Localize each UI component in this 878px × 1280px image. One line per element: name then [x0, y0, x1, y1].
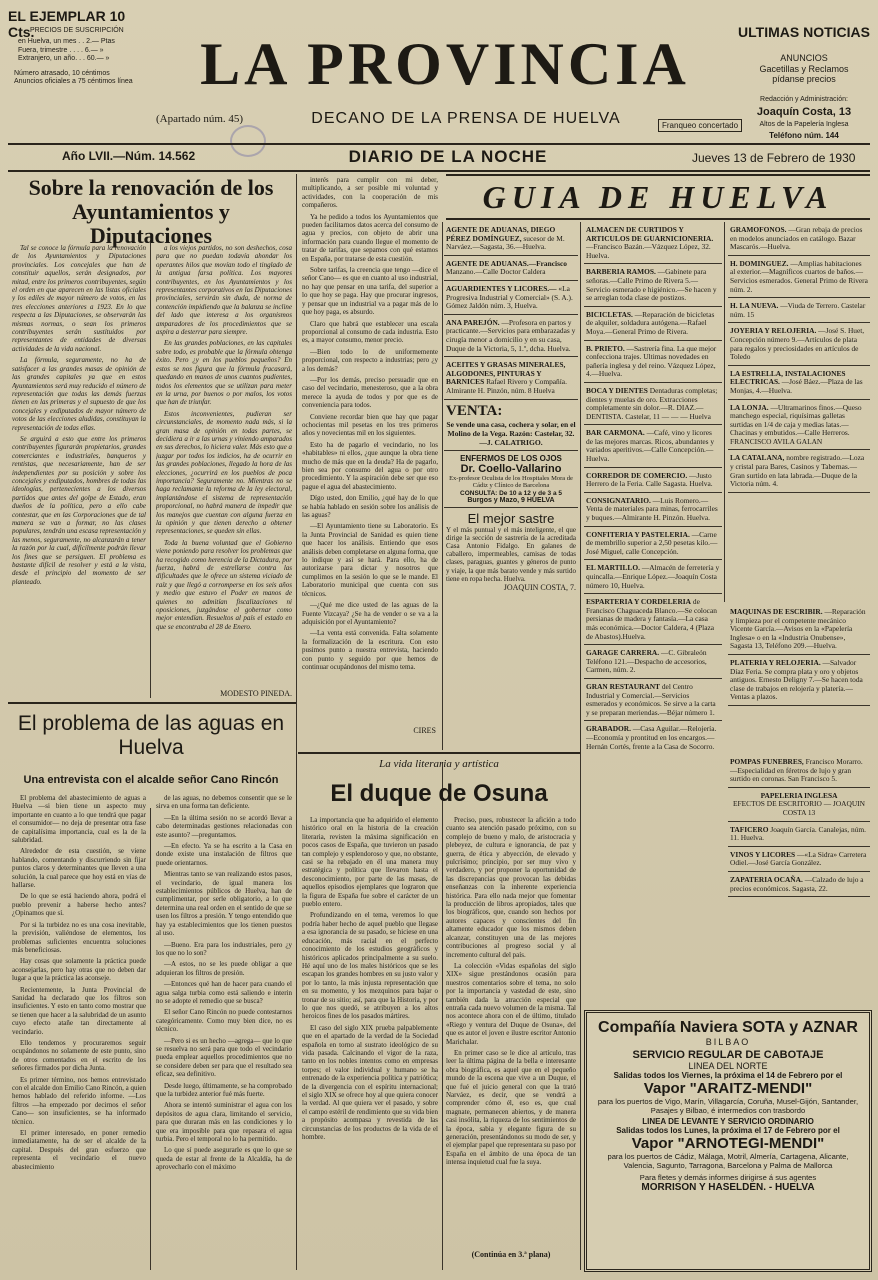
- entry-text: —Casa Aguilar.—Relojería.—Economía y prontitud en los encargos.—Hernán Cortés, frente a la Casa de Socorro.: [586, 724, 717, 751]
- entry-text: —Amplias habitaciones al exterior.—Magníficos cuartos de baños.—Servicios esmerados. General Primo de Rivera núm. 2.: [730, 258, 868, 294]
- paragraph: a los viejos partidos, no son deshechos, cosa para que no puedan todavía ahondar los operantes hilos que movían todo el tinglado de la antigua farsa política. Los mayores contribuyentes, en los Ayuntamientos y los representantes corporativos en las Diputaciones provinciales, servirán sin duda, de norma de contención impidiendo que la balanza se incline del lado que interesa a los organismos amparadores de los procedimientos que se aspira a desterrar para siempre.: [156, 244, 292, 337]
- entry-text: —Almacén de ferretería y quincalla.—Enrique López.—Joaquín Costa número 10, Huelva.: [586, 563, 720, 590]
- stamp-seal: [230, 125, 266, 157]
- renovacion-title: Sobre la renovación de los Ayuntamientos y Diputaciones: [28, 175, 274, 248]
- entry-name: MAQUINAS DE ESCRIBIR.: [730, 607, 823, 616]
- ads-line: pídanse precios: [772, 74, 836, 84]
- paragraph: —A estos, no se les puede obligar a que adquieran los filtros de presión.: [156, 960, 292, 977]
- paragraph: Toda la buena voluntad que el Gobierno viene poniendo para resolver los problemas que ha recogido como herencia de la Dictadura, por fuerza, habrá de estrellarse contra las dificultades que le ofrece un sistema viciado de raíz y que llegó a corromperse en los seis años y medio que estuvo el Poder en manos de quienes no admitían fiscalizaciones ni oposiciones, juzgándose el gobernar como mejor entendían. Resueltos al país el estado en que se encontraba el 28 de Enero.: [156, 538, 292, 631]
- entry-text: —Ultramarinos finos.—Queso manchego especial, riquísimas galletas surtidas en 1/4 de caja y medias latas.—Chacinas y embutidos.—Calle Herreros. FRANCISCO AVILA GALAN: [730, 402, 862, 446]
- entry-text: EFECTOS DE ESCRITORIO — JOAQUIN COSTA 13: [733, 799, 865, 817]
- guia-entry: [728, 222, 870, 256]
- sota-service: SERVICIO REGULAR DE CABOTAJE: [632, 1049, 824, 1061]
- section-rule: [8, 702, 296, 704]
- osuna-col2: [446, 816, 576, 1246]
- paragraph: Recientemente, la Junta Provincial de Sanidad ha declarado que los filtros son insuficientes. Y esto en tanto como mostrar que se tienen que hacer a la salubridad de un asunto cuyo efecto atañe tan directamente al vecindario.: [12, 985, 146, 1036]
- column-rule: [150, 808, 151, 1270]
- guia-entry: [584, 222, 722, 264]
- entry-name: ESPARTERIA Y CORDELERIA: [586, 597, 692, 607]
- entry-text: —Luis Romero.—Venta de materiales para minas, ferrocarriles y buques.—Almirante H. Pinzón. Huelva.: [586, 495, 718, 523]
- copy-price: EL EJEMPLAR 10 Cts.: [8, 8, 126, 40]
- entry-name: LA CATALANA,: [730, 453, 785, 463]
- guia-entry: [584, 307, 722, 341]
- ads-line: ANUNCIOS: [780, 53, 828, 63]
- guia-col3c: [728, 754, 870, 974]
- apartado: (Apartado núm. 45): [156, 113, 244, 125]
- tecnicos-signature: CIRES: [413, 726, 436, 735]
- guia-entry: [728, 872, 870, 897]
- entry-text: —Carne de membrillo superior a 2,50 pesetas kilo.—José Miguel, calle Concepción.: [586, 529, 718, 556]
- guia-entry: [584, 721, 722, 754]
- entry-text: —C. Gibraleón Teléfono 121.—Despacho de accesorios, Carmen, núm. 2.: [586, 648, 707, 675]
- guia-entry: [728, 256, 870, 298]
- paragraph: —En la última sesión no se acordó llevar a cabo determinadas gestiones relacionadas con este asunto? —preguntamos.: [156, 813, 292, 839]
- sub-line: en Huelva, un mes . . 2.— Ptas: [18, 38, 115, 45]
- entry-name: AGENTE DE ADUANAS, DIEGO PÉREZ DOMÍNGUEZ,: [446, 225, 556, 243]
- guia-entry: [584, 527, 722, 561]
- entry-text: Manzano.—Calle Doctor Caldera: [446, 267, 546, 277]
- guia-header: [446, 174, 870, 220]
- sota-agents: MORRISON Y HASELDEN. - HUELVA: [641, 1182, 815, 1193]
- venta-title: VENTA:: [446, 402, 503, 419]
- newspaper-title: LA PROVINCIA: [200, 31, 690, 97]
- entry-name: BAR CARMONA.: [586, 428, 645, 438]
- entry-name: H. LA NUEVA.: [730, 301, 779, 311]
- phone: Teléfono núm. 144: [769, 131, 839, 140]
- guia-entry: [728, 822, 870, 847]
- paragraph: Por si la turbidez no es una cosa inevitable, la previsión, valiéndose de elementos, los problemas suficientes encuentra soluciones más beneficiosas.: [12, 920, 146, 954]
- guia-entry: [584, 264, 722, 306]
- guia-col2: [584, 222, 722, 754]
- entry-name: ACEITES Y GRASAS MINERALES, ALGODONES, PINTURAS Y BARNICES: [446, 360, 566, 387]
- sota-vapor2: Vapor "ARNOTEGI-MENDI": [631, 1135, 825, 1152]
- entry-text: Francisco Morarro.—Especialidad en féretros de lujo y gran surtido en coronas. San Francisco 5.: [730, 757, 863, 784]
- ads-line: Gacetillas y Reclamos: [759, 63, 849, 74]
- issue-date: Jueves 13 de Febrero de 1930: [692, 151, 856, 165]
- guia-entry: [584, 679, 722, 721]
- guia-entry: [728, 604, 870, 655]
- entry-text: sucesor de M. Narváez.—Sagasta, 36.—Huelva.: [446, 233, 565, 252]
- sub-note: Anuncios oficiales a 75 céntimos línea: [14, 78, 133, 85]
- entry-text: nombre registrado.—Loza y cristal para Bares, Casinos y Tabernas.—Gran surtido en lata labrada.—Duque de la Victoria núm. 4.: [730, 453, 865, 489]
- column-rule: [580, 222, 581, 1270]
- guia-entry: [728, 323, 870, 365]
- entry-text: —«La Sidra» Carretera Odiel.—José García González.: [730, 849, 867, 868]
- sastre-address: JOAQUIN COSTA, 7.: [503, 582, 576, 592]
- guia-col3: [728, 222, 870, 602]
- paragraph: —Pero si es un hecho —agrega— que lo que se resuelva no será para que todo el vecindario pueda emplear aquellos procedimientos que no se considere deben ser para que el resultado sea eficaz, sea definitivo.: [156, 1036, 292, 1079]
- paragraph: El primer interesado, en poner remedio inmediatamente, ha de ser el alcalde de la capital. Después del gran esfuerzo que representa el vecindario el nuevo abastecimiento: [12, 1129, 146, 1171]
- renovacion-col1: [12, 244, 146, 700]
- sota-city: BILBAO: [705, 1037, 751, 1047]
- paragraph: Profundizando en el tema, veremos lo que podría haber hecho de aquel pueblo que llegase a esa ignorancia de su pasado, se hiciese en una educación, más racial en el perfecto conocimiento de los estudios geográficos y históricos aplicados principalmente a su suelo. Hé aquí uno de los males históricos que se les escapan los grandes hombres en su justo valor y por lo tanto, la más injusta representación que en su momento, y los mezquinos para bajar o tronar de su sitio; así, para que la Historia, y por lo que nos quedó, se atribuyen a los altos heroicos fines de los pasados mártires.: [302, 911, 438, 1021]
- paragraph: —Entonces qué han de hacer para cuando el agua salga turbia como está saliendo e interin no se adopte el remedio que se busca?: [156, 980, 292, 1005]
- subscription-prices: [18, 38, 148, 64]
- entry-name: PLATERIA Y RELOJERIA.: [730, 657, 821, 667]
- guia-title: GUIA DE HUELVA: [482, 179, 834, 215]
- sota-vapor1: Vapor "ARAITZ-MENDI": [643, 1080, 813, 1097]
- entry-text: —Salvador Díaz Feria. Se compra plata y oro y objetos antiguos. Ernesto Deligny 7.—Se hacen toda clase de trabajos en relojería y platería.—Ventas a plazos.: [730, 657, 863, 702]
- paragraph: La fórmula, seguramente, no ha de satisfacer a las grandes masas de opinión de las grandes capitales ya que en estos Ayuntamientos será muy reducido el número de representación que todas las demás fuerzas tienen en las primeras y el supuesto de que los concejales y exdiputados de mayor número de votos de las elecciones aludidas, constituyan la representación de todas ellas.: [12, 356, 146, 432]
- entry-name: GRABADOR.: [586, 724, 631, 734]
- guia-entry: [728, 754, 870, 788]
- aguas-col1: [12, 794, 146, 1268]
- paragraph: —En efecto. Ya se ha escrito a la Casa en donde existe una instalación de filtros que puede orientarnos.: [156, 842, 292, 867]
- renovacion-col2: [156, 244, 292, 686]
- admin-label: Redacción y Administración:: [760, 96, 848, 103]
- guia-entry: [584, 645, 722, 679]
- guia-entry: [584, 341, 722, 383]
- osuna-continues: (Continúa en 3.ª plana): [471, 1250, 551, 1259]
- entry-name: BARBERIA RAMOS.: [586, 267, 656, 277]
- aguas-title: El problema de las aguas en Huelva: [17, 712, 285, 759]
- sastre-title: El mejor sastre: [467, 510, 555, 526]
- entry-name: LA LONJA.: [730, 402, 769, 412]
- paragraph: Conviene recordar bien que hay que pagar ochocientas mil pesetas en los tres primeros años y novecientas mil en los siguientes.: [302, 412, 438, 438]
- edition-label: DIARIO DE LA NOCHE: [348, 147, 548, 166]
- paragraph: de las aguas, no debemos consentir que se le sirva en una forma tan deficiente.: [156, 794, 292, 811]
- paragraph: Lo que sí puede asegurarle es que lo que se queda de estar al frente de la Alcaldía, ha de aprovecharlo con el máximo: [156, 1146, 292, 1172]
- paragraph: El caso del siglo XIX prueba palpablemente que en el apartado de la verdad de la Sociedad española en torno al sustrato ideológico de su vida pasada. Calcinando el vigor de la raza, tanto en los nobles intentos como en empresas torpes; el valor individual y humano se ha entrenado de la experiencia política y patriótica; de la divergencia con el espíritu internacional; el siglo XIX se ofrece hoy al que quiera conocer la verdad. Al que quiera ver el pasado, y sobre el campo estéril de rendimiento que su vida bien a propósito acompasa y revestida de las circunstancias de los productos de la vida de el hombre.: [302, 1023, 438, 1142]
- venta-text: Se vende una casa, cochera y solar, en el Molino de la Vega. Razón: Castelar, 32.—J. CALATRIGO.: [446, 419, 576, 447]
- entry-name: AGENTE DE ADUANAS.—Francisco: [446, 258, 567, 268]
- paragraph: Preciso, pues, robustecer la afición a todo cuanto sea atención pasado próximo, con su complejo de bueno y malo, de aristocracia y plebeyez, de cultura e ignorancia, de paz y guerra, de ética y abyección, de elevado y pulcrísimo; principio, por ser muy vivo y verdadero, y por proponer la oportunidad de las discrepancias que provocan las debidas enseñanzas con la inherente experiencia histórica. Para ello nada mejor que fomentar la producción de libros apropiados, tales que los biográficos, que, cuando son hechos por autores capaces y conscientes del fin altamente educador que los mismos deben alcanzar, constituyen una de las mejores contribuciones al progreso social y al incremento cultural del país.: [446, 816, 576, 959]
- renovacion-author: MODESTO PINEDA.: [220, 689, 292, 698]
- entry-name: GARAGE CARRERA.: [586, 648, 660, 658]
- sota-linea-norte: LINEA DEL NORTE: [688, 1061, 768, 1071]
- issue-number: Año LVII.—Núm. 14.562: [62, 149, 196, 163]
- guia-entry: [444, 222, 578, 256]
- entry-text: —Gabinete para señoras.—Calle Primo de Rivera 5.—Servicio esmerado e higiénico.—Se hacen y se arreglan toda clase de postizos.: [586, 267, 717, 303]
- sastre-text: Y el más puntual y el más inteligente, el que dirige la sección de sastrería de la acreditada Casa Antonio Fidalgo. En galanes de caballero, impermeables, camisas de todas clases, paraguas, guantes y géneros de punto y viaje, la que más barato vende y más surtido tiene en ropa hecha. Huelva.: [446, 525, 576, 583]
- entry-name: VINOS Y LICORES: [730, 849, 796, 859]
- ads-info: [738, 53, 870, 85]
- guia-entry: [728, 366, 870, 400]
- guia-entry: [584, 425, 722, 467]
- coello-hours: CONSULTA: De 10 a 12 y de 3 a 5: [460, 489, 562, 497]
- paragraph: Mientras tanto se van realizando estos pasos, el vecindario, de igual manera los establecimientos públicos de Huelva, han de cumplimentar, por serle obligatorio, a lo que determina una real orden en el sentido de que se usen los filtros a presión. Y tengo entendido que hay ya establecimientos que los tienen puestos al uso.: [156, 870, 292, 938]
- paragraph: Es primer término, nos hemos entrevistado con el alcalde don Emilio Cano Rincón, a quien hemos hablado del referido informe. —Los filtros —ha empezado por decirnos el señor Cano— son insuficientes, se ha informado técnico.: [12, 1075, 146, 1126]
- paragraph: Ello tendemos y procuraremos seguir ocupándonos no solamente de este punto, sino de otros comentados en el escrito de los señores firmados por dicha Junta.: [12, 1038, 146, 1073]
- entry-name: CORREDOR DE COMERCIO.: [586, 470, 688, 480]
- sota-linea-levante: LINEA DE LEVANTE Y SERVICIO ORDINARIO: [642, 1117, 814, 1126]
- entry-name: B. PRIETO.: [586, 343, 625, 353]
- entry-text: —Francisco Bazán.—Vázquez López, 32. Huelva.: [586, 242, 711, 260]
- entry-text: —Reparación y limpieza por el competente mecánico Vicente García.—Avisos en la «Papelería Inglesa» o en la «Industria Onubense», Sagasta 13, Teléfono 209.—Huelva.: [730, 607, 866, 651]
- guia-entry: [728, 400, 870, 451]
- aguas-subtitle: Una entrevista con el alcalde señor Cano Rincón: [23, 774, 279, 786]
- sub-line: Extranjero, un año. . . 60.— »: [18, 55, 110, 62]
- paragraph: —¿Qué me dice usted de las aguas de la Fuente Vizcaya? ¿Se ha de vender o se va a la adquisición por el Ayuntamiento?: [302, 601, 438, 626]
- paragraph: El señor Cano Rincón no puede contestarnos categóricamente. Como muy bien dice, no es técnico.: [156, 1008, 292, 1034]
- date-rule: [8, 170, 870, 172]
- paragraph: Ya he pedido a todos los Ayuntamientos que pueden facilitarnos datos acerca del consumo de agua y precios, con objeto de abrir una información para cuando llegue el momento de tratar de tarifas, que sepamos con qué estamos en España, por tratarse de esta cuestión.: [302, 212, 438, 263]
- entry-name: BICICLETAS.: [586, 309, 633, 319]
- entry-name: ANA PAREJÓN.: [446, 317, 500, 327]
- paragraph: Estos inconvenientes, pudieran ser circunstanciales, de momento nada más, si la gran masa de opinión en todas partes, se decidiera a ir a las urnas y viniendo amparados en sus derechos, lo hiciera valer. Más esto que a juzgar por todos los indicios, ha de ocurrir en las grandes poblaciones, llegado la hora de las elecciones, ¿ocurrirá en los pueblos de poca importancia? Seguramente no. Mientras no se haga reclamante la reforma de la ley electoral, implantándose el sistema de representación proporcional, no habrá manera de impedir que los manejos que cuentan con alguna fuerza en la opinión y que tienen derecho a obtener representaciones, se queden sin ellas.: [156, 409, 292, 536]
- column-rule: [724, 222, 725, 602]
- paragraph: El problema del abastecimiento de aguas a Huelva —si bien tiene un aspecto muy importante en cuanto a lo que tendrá que pagar el consumidor— no deja de presentar otra fase de capitalísima importancia, cual es la de la salubridad.: [12, 794, 146, 845]
- paragraph: Se arguirá a esto que entre los primeros contribuyentes figurarán propietarios, grandes comerciantes e industriales, banqueros y rentistas, que necesariamente, han de ser independientes por su posición y sobre los concejales y exdiputados, hombres de todas las ideologías, pertenecientes a los diversos partidos que antes del golpe de Estado, eran dueños de la política, pero a ello cabe contestar, que en las Corporaciones que de tal manera se van a formar, no las clases populares, tendrán una escasa representación y las menos, seguramente, no alcanzarán a tener la razón por la cual, difícilmente podrán llevar los fines que se persiguen. El problema es bastante difícil de resolver y está a la vista, desde el principio del momento de ser planteado.: [12, 434, 146, 586]
- entry-text: —Sastrería fina. La que mejor confecciona trajes. Ultimas novedades en pañería inglesa y del reino. Vázquez López, 4.—Huelva.: [586, 343, 717, 379]
- paragraph: La importancia que ha adquirido el elemento histórico oral en la historia de la creación literaria, revisten la máxima significación en pocos casos de España, que tuvieron un pasado tan complejo y esplendoroso y que, no obstante, casi se ha rebajado en él una manera muy estratégica y política que llevaron hasta el desconocimiento, por parte de las masas, de aquellos episodios ejemplares que lograron que la figura de España fue sobre el carácter de un pueblo entero.: [302, 816, 438, 909]
- entry-name: TAFICERO: [730, 824, 769, 834]
- sota-title: Compañía Naviera SOTA y AZNAR: [598, 1019, 858, 1036]
- venta-ad: [444, 400, 578, 451]
- paragraph: Claro que habrá que establecer una escala proporcional al consumo de cada industria. Esto es, a mayor consumo, menor precio.: [302, 319, 438, 345]
- guia-entry: [584, 383, 722, 425]
- entry-name: PAPELERIA INGLESA: [760, 790, 838, 800]
- entry-name: JOYERIA Y RELOJERIA.: [730, 326, 817, 336]
- subscription-title: PRECIOS DE SUSCRIPCIÓN: [30, 27, 124, 34]
- paragraph: —Bien todo lo de uniformemente proporcional, con respecto a industrias; pero ¿y a los demás?: [302, 347, 438, 373]
- franqueo-box: Franqueo concertado: [658, 119, 742, 132]
- paragraph: interés para cumplir con mi deber, multiplicando, a ser posible mi voluntad y actividades, con la cooperación de mis compañeros.: [302, 176, 438, 210]
- sub-note: Número atrasado, 10 céntimos: [14, 70, 110, 77]
- guia-entry: [728, 298, 870, 323]
- paragraph: La colección «Vidas españolas del siglo XIX» sigue prestándonos ocasión para nuestros comentarios sobre el tema, no solo por la importancia y vastedad de este, sino también dada la atracción especial que entraña cada nuevo volumen de la misma. Tal nos acontece ahora con el de último, titulado «Riego y ventura del Duque de Osuna», del que es autor el joven e ilustre escritor Antonio Marichalar.: [446, 961, 576, 1046]
- entry-name: GRAN RESTAURANT: [586, 681, 660, 691]
- guia-entry: [444, 315, 578, 357]
- paragraph: —El Ayuntamiento tiene su Laboratorio. Es la Junta Provincial de Sanidad es quien tiene que hacer los análisis. Entiendo que esos análisis deben completarse en alguna forma, que lo indique y así se hará. Para ello, ha de autorizarse para dictar y nosotros que cumplimos en la sesión lo que se le mande. El Laboratorio municipal que cuenta con sus técnicos.: [302, 522, 438, 598]
- entry-text: —Reparación de bicicletas de alquiler, soldadura autógena.—Rafael Moya.—General Primo de Rivera.: [586, 309, 715, 336]
- guia-entry: [728, 788, 870, 822]
- guia-entry: [444, 256, 578, 281]
- entry-name: ALMACEN DE CURTIDOS Y ARTICULOS DE GUARNICIONERIA.: [586, 225, 714, 243]
- column-rule: [442, 222, 443, 750]
- section-rule: [298, 752, 580, 754]
- sota-norte-text: Salidas todos los Viernes, la próxima el 14 de Febrero por el: [613, 1071, 843, 1080]
- entry-text: —Viuda de Terrero. Castelar núm. 15: [730, 301, 866, 319]
- guia-col3b: [728, 604, 870, 754]
- paragraph: De lo que se está haciendo ahora, podrá el pueblo prevenir a haberse hecho antes? ¿Opinamos que sí.: [12, 892, 146, 918]
- entry-text: Dentaduras completas; dientes y muelas de oro. Extracciones completamente sin dolor.—R. DIAZ.—DENTISTA. Castelar, 11 — — — Huelva: [586, 385, 718, 421]
- guia-entry: [444, 281, 578, 315]
- sub-line: Fuera, trimestre . . . . 6.— »: [18, 46, 104, 54]
- sastre-ad: [444, 508, 578, 595]
- osuna-col1: [302, 816, 438, 1268]
- entry-text: Rafael Rivero y Compañía. Almirante H. Pinzón, núm. 8 Huelva: [446, 377, 567, 395]
- newspaper-subtitle: DECANO DE LA PRENSA DE HUELVA: [311, 110, 621, 127]
- entry-name: AGUARDIENTES Y LICORES.—: [446, 283, 557, 293]
- sota-norte-ports: para los puertos de Vigo, Marín, Villagarcía, Coruña, Musel-Gijón, Santander, Pasajes y Bilbao, é intermedios con trasbordo: [597, 1097, 859, 1115]
- column-rule: [296, 174, 297, 1270]
- subscription-notes: [14, 70, 154, 86]
- coello-address: Burgos y Mazo, 9 HUELVA: [467, 496, 555, 504]
- entry-name: H. DOMINGUEZ.: [730, 258, 789, 268]
- tecnicos-column: [302, 176, 438, 724]
- column-rule: [150, 240, 151, 698]
- paragraph: Ahora se intentó suministrar el agua con los depósitos de agua clara, limitando el servicio, para que duraran más en las condiciones y lo que era imposible para que repasara el agua turbia. Pero el temporal no lo ha permitido.: [156, 1101, 292, 1144]
- paragraph: —La venta está convenida. Falta solamente la formalización de la escritura. Con esto pusimos punto a nuestra entrevista, haciendo con punto y seguido por que hemos de continuar ocupándonos del mismo tema.: [302, 629, 438, 671]
- entry-name: LA ESTRELLA, INSTALACIONES ELECTRICAS.: [730, 368, 846, 387]
- entry-name: EL MARTILLO.: [586, 563, 640, 573]
- entry-text: —Café, vino y licores de las mejores marcas. Ricos, abundantes y variados aperitivos.—Calle Concepción.—Huelva.: [586, 428, 715, 464]
- guia-entry: [444, 357, 578, 399]
- entry-name: ZAPATERIA OCAÑA.: [730, 874, 803, 884]
- guia-entry: [584, 468, 722, 493]
- sota-aznar-ad: [584, 1010, 872, 1272]
- paragraph: Sobre tarifas, la creencia que tengo —dice el señor Cano— es que en cuanto al uso industrial, no hay que pensar en una tarifa, del superior a lo que hoy se paga. Hay que procurar ingresos, y pensar que un industrial va a pagar más de lo que hoy paga, es absurdo.: [302, 266, 438, 317]
- paragraph: Alrededor de esta cuestión, se viene hablando, comentando y discurriendo sin fijar puntos claros y determinantes que lleven a una solución, la cual parece que hoy está en vías de hallarse.: [12, 847, 146, 890]
- sota-informes: Para fletes y demás informes dirigirse á sus agentes: [639, 1173, 817, 1182]
- entry-text: «La Progresiva Industrial y Comercial» (S. A.). Gómez Jaldón núm. 3, Huelva.: [446, 283, 573, 311]
- entry-text: —José Báez.—Plaza de las Monjas, 4.—Huelva.: [730, 377, 863, 395]
- osuna-title: El duque de Osuna: [330, 780, 548, 807]
- entry-text: —Justo Herrero de la Feria. Calle Sagasta. Huelva.: [586, 470, 713, 489]
- coello-ad: [444, 451, 578, 508]
- column-rule: [442, 762, 443, 1270]
- guia-entry: [728, 655, 870, 706]
- coello-head: ENFERMOS DE LOS OJOS: [460, 453, 562, 463]
- guia-entry: [584, 493, 722, 527]
- masthead-rule: [8, 143, 870, 145]
- entry-text: —José S. Huet, Concepción número 9.—Artículos de plata para regalos y preciosidades en artículos de Toledo: [730, 326, 865, 362]
- admin-address: Joaquín Costa, 13: [756, 106, 852, 118]
- admin-address2: Altos de la Papelería Inglesa: [759, 121, 849, 128]
- paragraph: Tal se conoce la fórmula para la renovación de los Ayuntamientos y Diputaciones provinciales. Los concejales que han de constituir aquellos, serán designados, por mitad, entre los primeros contribuyentes, según el orden en que aparecen en las listas oficiales y los ediles de mayor número de votos, en las tres elecciones anteriores a 1923. En lo que respecta a las Diputaciones, se observarán las mismas normas, o sean los primeros contribuyentes serán sustituidos por representantes de entidades de diversas actividades de la vida nacional.: [12, 244, 146, 353]
- sota-levante-ports: para los puertos de Cádiz, Málaga, Motril, Almería, Cartagena, Alicante, Valencia, Sagunto, Tarragona, Barcelona y Palma de Mallorca: [607, 1152, 849, 1170]
- entry-name: POMPAS FUNEBRES,: [730, 757, 804, 766]
- paragraph: En primer caso se le dice al artículo, tras leer la última página de la bella e interesante obra biográfica, es aquel que en el pequeño mundo de la escena que vive a un Duque, el que fué el juicio general con que la trató Narváez, es decir, que se vendrá a comprender cómo él, eso es, que cual magnate, permanecen abiertos, y de manera casi insólita, la riqueza de los sentimientos de la época, sabia y elegante figura de su generación, presentándonos su modo de ser, y el ejemplar papel que representara su paso por España en el ámbito de una época de tan intensa inquietud cual fue la suya.: [446, 1048, 576, 1167]
- entry-name: CONFITERIA Y PASTELERIA.: [586, 529, 690, 539]
- coello-text: Ex-profesor Oculista de los Hospitales Mora de Cádiz y Clínico de Barcelona: [449, 474, 573, 489]
- guia-entry: [728, 450, 870, 492]
- paragraph: —Por los demás, preciso persuadir que en caso del vecindario, menesteroso, que a la obra merece la ayuda de todos y por que es de conveniencia para todos.: [302, 375, 438, 410]
- osuna-kicker: La vida literaria y artística: [379, 758, 499, 770]
- aguas-col2: [156, 794, 292, 1268]
- guia-col1: [444, 222, 578, 595]
- paragraph: Dígo usted, don Emilio, ¿qué hay de lo que se había hablado en sesión sobre los análisis de las aguas?: [302, 494, 438, 520]
- sota-levante-text: Salidas todos los Lunes, la próxima el 17 de Febrero por el: [616, 1126, 840, 1135]
- entry-text: de Francisco Chaguaceda Blanco.—Se colocan persianas de madera y fantasía.—La casa más económica.—Doctor Caldera, 4 (Plaza de Abastos).Huelva.: [586, 597, 717, 641]
- entry-text: —Calzado de lujo a precios económicos. Sagasta, 22.: [730, 874, 864, 893]
- entry-text: —Profesora en partos y practicante.—Servicios para embarazadas y cirugía menor a domicilio y en su casa, Duque de la Victoria, 5, 1.º, dcha. Huelva.: [446, 317, 576, 353]
- entry-name: GRAMOFONOS.: [730, 225, 787, 234]
- paragraph: En las grandes poblaciones, en las capitales sobre todo, es probable que la fórmula obtenga éxito. Pero ¿y en los pueblos pequeños? En estos se nos figura que la fórmula fracasará, quedando en manos de unos cuantos pudientes, todos los elementos que se utilizan para meter en la urna, por buenos o por malos, los votos que han de triunfar.: [156, 339, 292, 407]
- paragraph: —Bueno. Era para los industriales, pero ¿y los que no lo son?: [156, 940, 292, 957]
- entry-text: Joaquín García. Canalejas, núm. 11. Huelva.: [730, 824, 866, 843]
- guia-entry: [728, 847, 870, 872]
- entry-name: CONSIGNATARIO.: [586, 495, 651, 505]
- entry-text: del Centro Industrial y Comercial.—Servicios esmerados y económicos. Se sirve a la carta y se preparan meriendas.—Béjar número 1.: [586, 681, 716, 717]
- paragraph: Hay cosas que solamente la práctica puede aconsejarlas, pero hay otras que no deben dar lugar a que la práctica las aconseje.: [12, 957, 146, 983]
- guia-entry: [584, 594, 722, 645]
- paragraph: Desde luego, últimamente, se ha comprobado que la turbidez anterior fué más fuerte.: [156, 1081, 292, 1098]
- entry-text: —Gran rebaja de precios en modelos anunciados en catálogo. Bazar Mascarós.—Huelva.: [730, 225, 863, 252]
- guia-entry: [584, 560, 722, 594]
- entry-name: BOCA Y DIENTES: [586, 385, 648, 395]
- coello-name: Dr. Coello-Vallarino: [460, 462, 562, 475]
- news-label: ULTIMAS NOTICIAS: [738, 24, 870, 40]
- paragraph: Esto ha de pagarlo el vecindario, no los «habitables» ni ellos, ¿que aunque la obra tiene mucho de más que en la deuda? Ha de pagarlo, bien sea por consumo del agua o por otro procedimiento. Y la aspiración debe ser que eso pague el agua del abastecimiento.: [302, 440, 438, 491]
